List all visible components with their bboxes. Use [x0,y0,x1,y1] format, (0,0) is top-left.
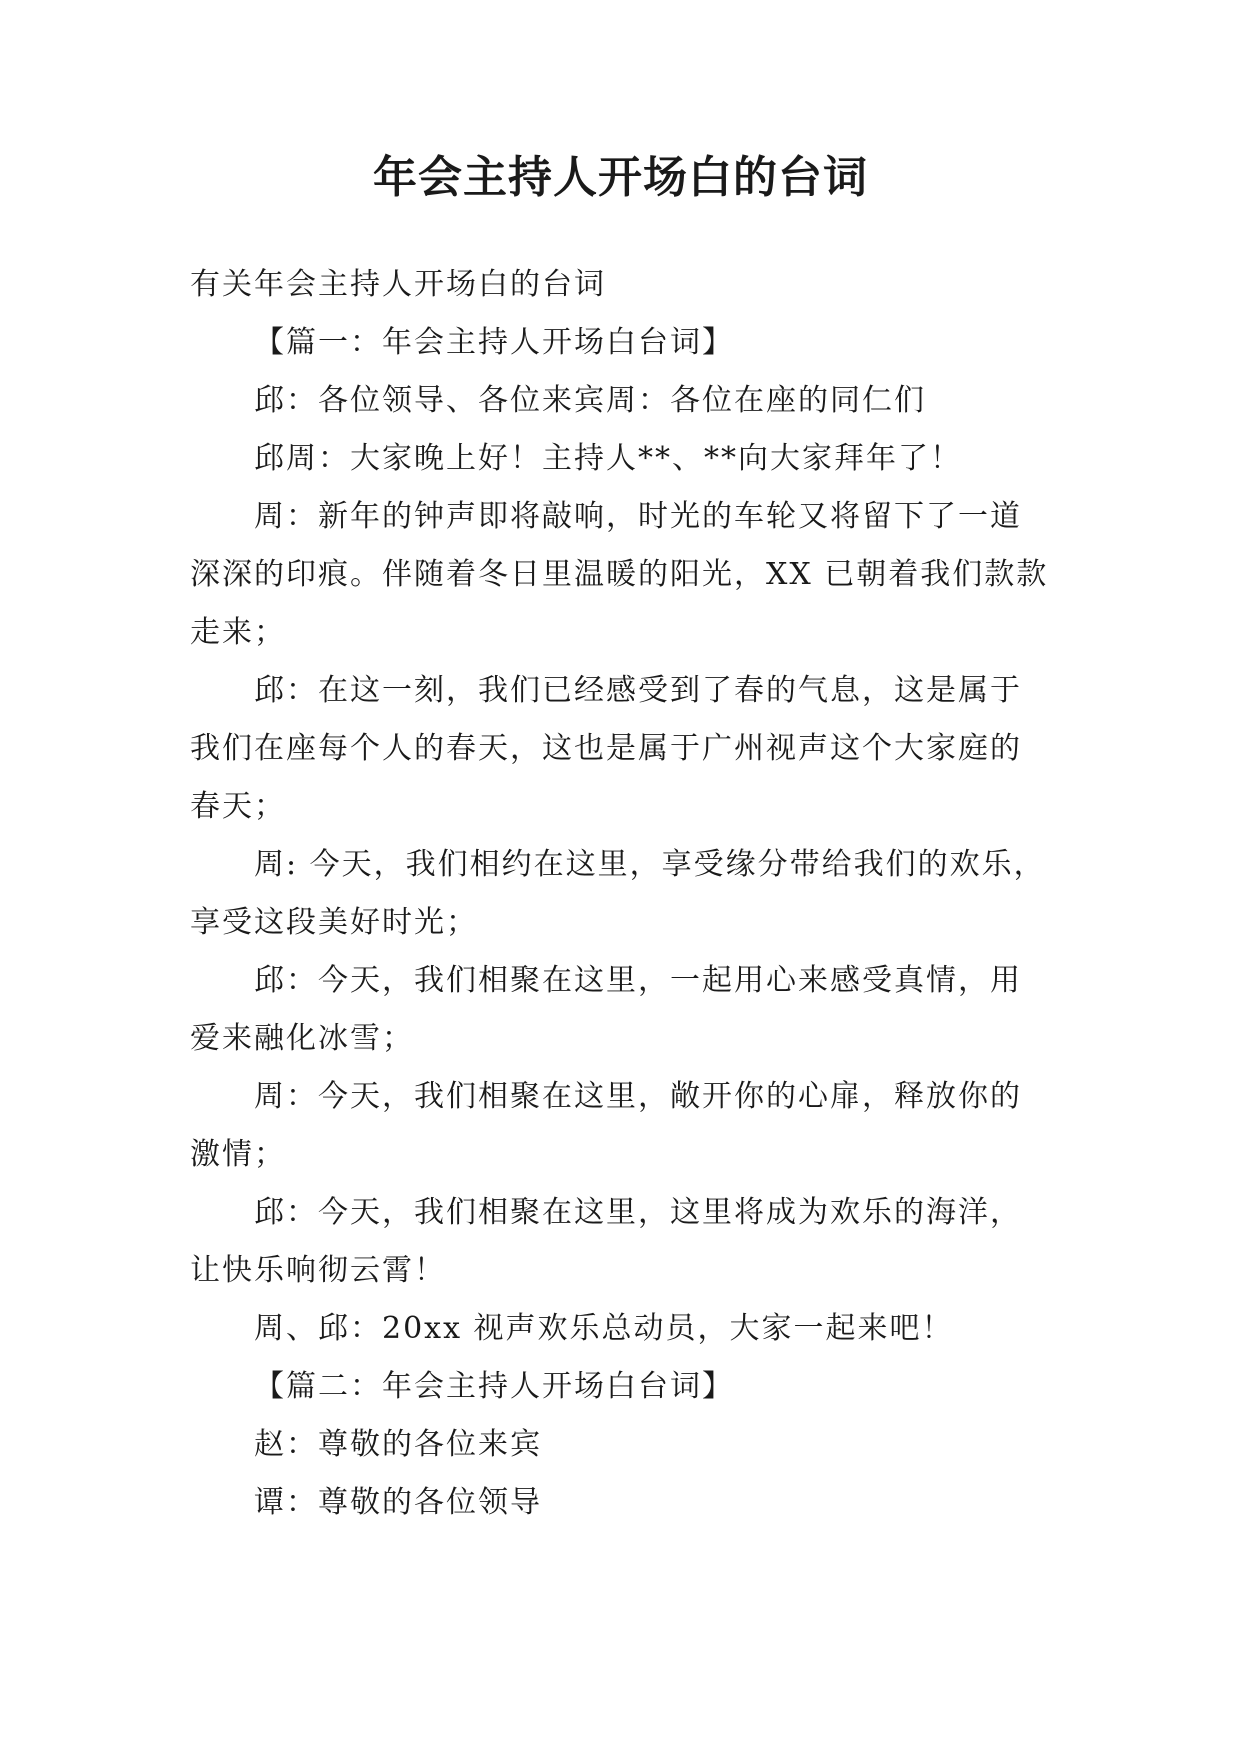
text-line: 周：今天，我们相聚在这里，敞开你的心扉，释放你的 [254,1079,1022,1114]
text-line: 爱来融化冰雪； [190,1021,414,1056]
text-line: 邱：在这一刻，我们已经感受到了春的气息，这是属于 [254,673,1022,708]
text-line: 有关年会主持人开场白的台词 [190,267,606,302]
text-line: 邱周：大家晚上好！主持人**、**向大家拜年了！ [254,441,962,476]
text-line: 周: 今天，我们相约在这里，享受缘分带给我们的欢乐， [254,847,1046,882]
text-line: 周：新年的钟声即将敲响，时光的车轮又将留下了一道 [254,499,1022,534]
text-line: 谭：尊敬的各位领导 [254,1485,542,1520]
text-line: 邱：今天，我们相聚在这里，这里将成为欢乐的海洋， [254,1195,1022,1230]
document-body [190,256,1050,1532]
text-line: 周、邱：20xx 视声欢乐总动员，大家一起来吧！ [254,1311,954,1346]
text-line: 邱：各位领导、各位来宾周：各位在座的同仁们 [254,383,926,418]
section-heading: 【篇二：年会主持人开场白台词】 [254,1369,734,1404]
text-line: 赵：尊敬的各位来宾 [254,1427,542,1462]
text-line: 走来； [190,615,286,650]
text-line: 我们在座每个人的春天，这也是属于广州视声这个大家庭的 [190,731,1022,766]
text-line: 深深的印痕。伴随着冬日里温暖的阳光，XX 已朝着我们款款 [190,557,1049,592]
document-title: 年会主持人开场白的台词 [373,152,868,203]
text-line: 享受这段美好时光； [190,905,478,940]
text-line: 邱：今天，我们相聚在这里，一起用心来感受真情，用 [254,963,1022,998]
text-line: 春天； [190,789,286,824]
section-heading: 【篇一：年会主持人开场白台词】 [254,325,734,360]
text-line: 让快乐响彻云霄！ [190,1253,446,1288]
text-line: 激情； [190,1137,286,1172]
